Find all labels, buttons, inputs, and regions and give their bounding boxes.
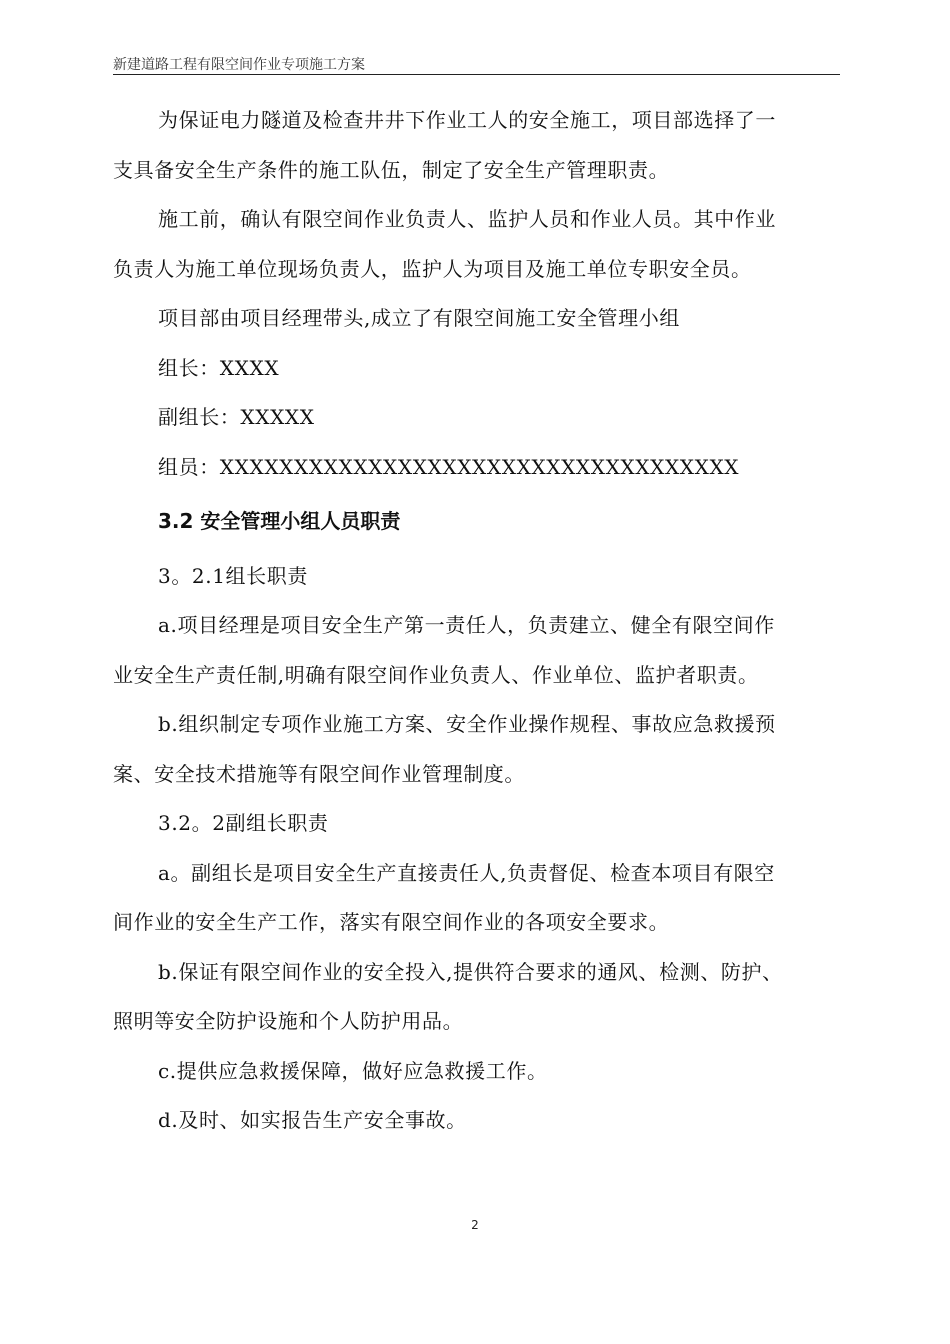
page-number: 2	[471, 1218, 479, 1232]
paragraph-line: a。副组长是项目安全生产直接责任人,负责督促、检查本项目有限空	[158, 860, 775, 885]
subsection-heading: 3。2.1组长职责	[158, 563, 308, 588]
document-body	[113, 96, 840, 1146]
paragraph-line: 施工前，确认有限空间作业负责人、监护人员和作业人员。其中作业	[158, 207, 776, 231]
paragraph-line: 间作业的安全生产工作，落实有限空间作业的各项安全要求。	[113, 910, 670, 934]
paragraph-line: 支具备安全生产条件的施工队伍，制定了安全生产管理职责。	[113, 157, 670, 182]
section-heading: 3.2 安全管理小组人员职责	[158, 509, 401, 533]
header-title: 新建道路工程有限空间作业专项施工方案	[113, 57, 365, 73]
paragraph-line: c.提供应急救援保障，做好应急救援工作。	[158, 1058, 548, 1083]
paragraph-line: 照明等安全防护设施和个人防护用品。	[113, 1009, 464, 1033]
subsection-heading: 3.2。2副组长职责	[158, 811, 329, 835]
paragraph-line: b.组织制定专项作业施工方案、安全作业操作规程、事故应急救援预	[158, 712, 776, 736]
paragraph-line: d.及时、如实报告生产安全事故。	[158, 1108, 467, 1132]
paragraph-line: a.项目经理是项目安全生产第一责任人，负责建立、健全有限空间作	[158, 613, 775, 637]
group-members-line: 组员：XXXXXXXXXXXXXXXXXXXXXXXXXXXXXXXXXXX	[158, 454, 740, 479]
paragraph-line: 为保证电力隧道及检查井井下作业工人的安全施工，项目部选择了一	[158, 108, 776, 132]
deputy-leader-line: 副组长：XXXXX	[158, 405, 315, 429]
group-leader-line: 组长：XXXX	[158, 355, 280, 380]
page-header	[113, 56, 840, 75]
paragraph-line: 负责人为施工单位现场负责人，监护人为项目及施工单位专职安全员。	[113, 256, 752, 281]
paragraph-line: 项目部由项目经理带头,成立了有限空间施工安全管理小组	[158, 306, 680, 330]
paragraph-line: 案、安全技术措施等有限空间作业管理制度。	[113, 761, 525, 786]
paragraph-line: 业安全生产责任制,明确有限空间作业负责人、作业单位、监护者职责。	[113, 662, 759, 687]
paragraph-line: b.保证有限空间作业的安全投入,提供符合要求的通风、检测、防护、	[158, 959, 783, 984]
